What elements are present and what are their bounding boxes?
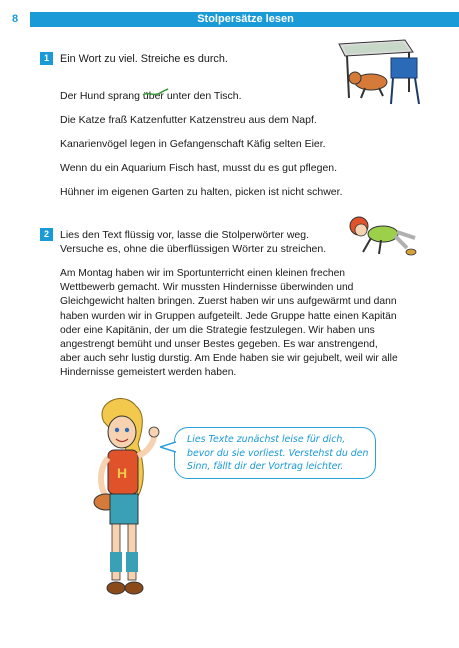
task-1-sentence-5: Hühner im eigenen Garten zu halten, picken ist nicht schwer. xyxy=(60,186,343,198)
task-2-number: 2 xyxy=(40,228,53,241)
tip-text: Lies Texte zunächst leise für dich, bevor du sie vorliest. Verstehst du den Sinn, fällt dir der Vortrag leichter. xyxy=(187,434,369,472)
struck-word xyxy=(143,89,164,103)
header-bar xyxy=(0,12,459,27)
girl-illustration xyxy=(84,392,176,618)
speech-bubble-tail xyxy=(160,440,176,454)
page-number: 8 xyxy=(0,12,32,27)
task-1-sentence-3: Kanarienvögel legen in Gefangenschaft Käfig selten Eier. xyxy=(60,138,326,150)
dog-under-table-illustration xyxy=(335,38,423,106)
task-1-sentence-1 xyxy=(60,89,242,103)
sentence-1-after: unter den Tisch. xyxy=(163,90,242,102)
svg-text:H: H xyxy=(117,465,128,481)
page-title: Stolpersätze lesen xyxy=(197,13,294,25)
strike-mark xyxy=(142,87,168,101)
task-1-sentence-2: Die Katze fraß Katzenfutter Katzenstreu aus dem Napf. xyxy=(60,114,317,126)
task-2-instruction-line-2: Versuche es, ohne die überflüssigen Wörter zu streichen. xyxy=(60,243,327,255)
crawling-child-illustration xyxy=(345,212,421,260)
sentence-1-before: Der Hund sprang xyxy=(60,90,143,102)
task-1-sentence-4: Wenn du ein Aquarium Fisch hast, musst du es gut pflegen. xyxy=(60,162,338,174)
struck-word-text: über xyxy=(142,90,164,102)
task-2-text: Am Montag haben wir im Sportunterricht einen kleinen frechen Wettbewerb gemacht. Wir mussten Hindernisse überwinden und Gleichgewicht halten bringen. Zuerst haben wir uns aufgewärmt und dann haben wurden wir in Gruppen aufgeteilt. Jede Gruppe hatte einen Kapitän oder eine Kapitänin, der um die Strategie festzulegen. Wir haben uns angestrengt bemüht und unser Bestes gegeben. Es war anstrengend, aber auch sehr lustig durstig. Am Ende haben sie wir gejubelt, weil wir alle Hindernisse gemeistert werden haben. xyxy=(60,268,398,379)
task-1-number: 1 xyxy=(40,52,53,65)
tip-speech-bubble xyxy=(174,427,376,479)
task-1-instruction: Ein Wort zu viel. Streiche es durch. xyxy=(60,53,228,65)
task-2-instruction-line-1: Lies den Text flüssig vor, lasse die Stolperwörter weg. xyxy=(60,229,310,241)
